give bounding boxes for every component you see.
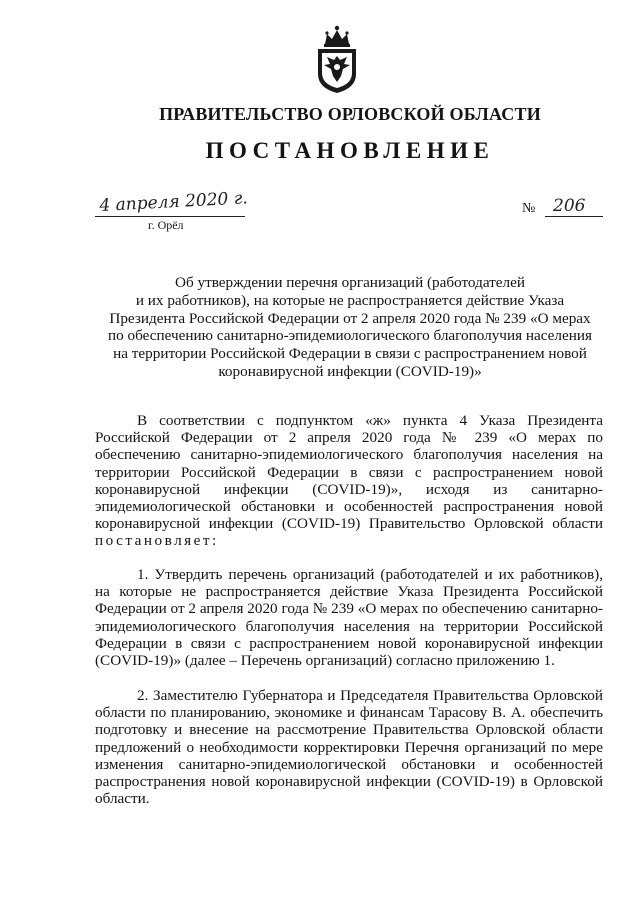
city-label: г. Орёл (148, 218, 184, 232)
preamble-text: В соответствии с подпунктом «ж» пункта 4 Указа Президента Российской Федерации от 2 апреля 2020 года № 239 «О мерах по обеспечению санитарно-эпидемиологического благополучия населения на территории Российской Федерации в связи с распространением новой коронавирусной инфекции (COVID-19)», исходя из санитарно-эпидемиологической обстановки и особенностей распространения новой коронавирусной инфекции (COVID-19) Правительство Орловской области (95, 412, 603, 533)
date-underline (95, 216, 245, 217)
organization-title: ПРАВИТЕЛЬСТВО ОРЛОВСКОЙ ОБЛАСТИ (159, 104, 541, 124)
subject-line: и их работников), на которые не распространяется действие Указа (135, 291, 565, 309)
subject-line: Президента Российской Федерации от 2 апреля 2020 года № 239 «О мерах (109, 309, 591, 327)
document-number-label: № (522, 201, 536, 216)
subject-line: на территории Российской Федерации в связи с распространением новой (113, 345, 587, 363)
subject-line: по обеспечению санитарно-эпидемиологического благополучия населения (108, 327, 592, 345)
item-1-paragraph: 1. Утвердить перечень организаций (работодателей и их работников), на которые не распространяется действие Указа Президента Российской Федерации от 2 апреля 2020 года № 239 «О мерах по обеспечению санитарно-эпидемиологического благополучия населения на территории Российской Федерации в связи с распространением новой коронавирусной инфекции (COVID-19)» (далее – Перечень организаций) согласно приложению 1. (95, 566, 603, 670)
document-subject (95, 274, 605, 381)
subject-line: коронавирусной инфекции (COVID-19)» (218, 362, 482, 380)
number-underline (545, 216, 603, 217)
item-2-paragraph: 2. Заместителю Губернатора и Председателя Правительства Орловской области по планированию, экономике и финансам Тарасову В. А. обеспечить подготовку и внесение на рассмотрение Правительства Орловской области предложений о необходимости корректировки Перечня организаций по мере изменения санитарно-эпидемиологической обстановки и особенностей распространения новой коронавирусной инфекции (COVID-19) в Орловской области. (95, 687, 603, 808)
document-type-heading: ПОСТАНОВЛЕНИЕ (205, 138, 495, 163)
resolution-word: постановляет: (95, 532, 219, 550)
handwritten-document-number: 206 (553, 196, 586, 216)
subject-line: Об утверждении перечня организаций (работодателей (175, 274, 525, 291)
preamble-paragraph (95, 412, 603, 550)
handwritten-date: 4 апреля 2020 г. (98, 188, 249, 216)
orel-oblast-coat-of-arms-icon (313, 24, 361, 94)
